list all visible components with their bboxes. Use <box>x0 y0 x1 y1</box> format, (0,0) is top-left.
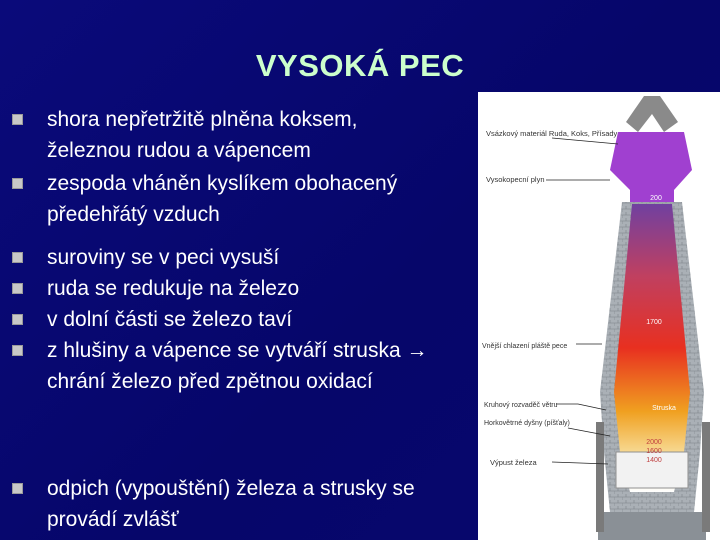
bullet-text: v dolní části se železo taví <box>47 308 293 331</box>
list-item <box>12 473 482 535</box>
list-item <box>12 168 482 230</box>
label-bustle-pipe: Kruhový rozvaděč větru <box>484 402 558 409</box>
support-leg-right <box>702 422 710 532</box>
temp-label: 200 <box>650 195 662 202</box>
label-tuyeres: Horkovětrné dyšny (píšťaly) <box>484 420 570 427</box>
label-charge-material: Vsázkový materiál Ruda, Koks, Přísady <box>486 129 618 138</box>
slide-title: VYSOKÁ PEC <box>255 48 465 83</box>
bullet-text: suroviny se v peci vysuší <box>47 246 280 269</box>
bullet-text: odpich (vypouštění) železa a strusky se provádí zvlášť <box>47 477 415 531</box>
temp-label: 1700 <box>646 319 662 326</box>
temp-label: 2000 <box>646 439 662 446</box>
bullet-text: ruda se redukuje na železo <box>47 277 300 300</box>
temp-label: 1400 <box>646 457 662 464</box>
label-shell-cooling: Vnější chlazení pláště pece <box>482 343 568 350</box>
hearth-base <box>598 512 706 540</box>
list-item <box>12 242 482 273</box>
list-item <box>12 304 482 335</box>
support-leg-left <box>596 422 604 532</box>
bullet-square-icon <box>12 283 23 294</box>
bullet-square-icon <box>12 178 23 189</box>
bullet-square-icon <box>12 252 23 263</box>
bullet-square-icon <box>12 114 23 125</box>
bullet-text: shora nepřetržitě plněna koksem, železnou rudou a vápencem <box>47 108 358 162</box>
label-furnace-gas: Vysokopecní plyn <box>486 175 545 184</box>
bullet-square-icon <box>12 314 23 325</box>
list-item <box>12 104 482 166</box>
bullet-text: zespoda vháněn kyslíkem obohacený předehřátý vzduch <box>47 172 398 226</box>
list-item <box>12 335 482 397</box>
bullet-square-icon <box>12 345 23 356</box>
zone-label-slag: Struska <box>652 405 676 412</box>
temp-label: 1600 <box>646 448 662 455</box>
blast-furnace-diagram <box>478 92 720 540</box>
label-iron-tap: Výpust železa <box>490 458 537 467</box>
bullet-square-icon <box>12 483 23 494</box>
list-item <box>12 273 482 304</box>
bullet-text: z hlušiny a vápence se vytváří struska → chrání železo před zpětnou oxidací <box>47 339 428 393</box>
